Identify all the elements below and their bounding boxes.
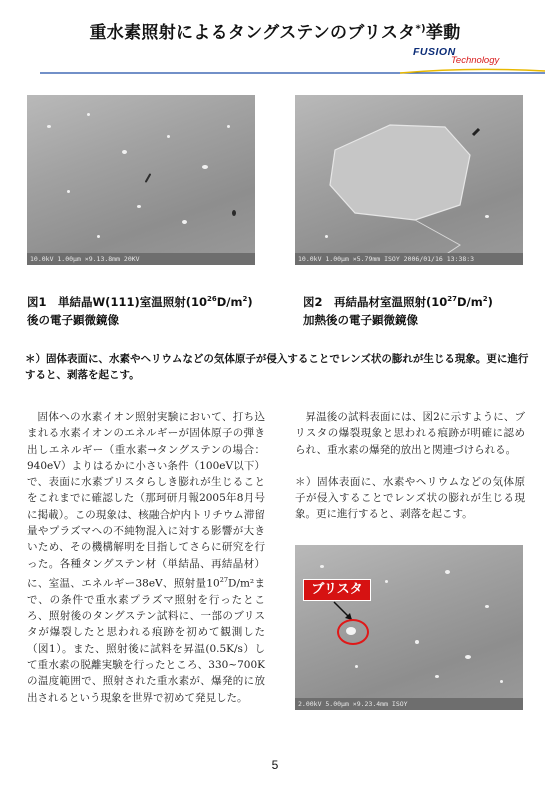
body-right-paragraph-1: 昇温後の試料表面には、図2に示すように、ブリスタの爆裂現象と思われる痕跡が明確に認められ、重水素の爆発的放出と関連づけられる。 [295,411,525,456]
body-left-part2: D/m²まで、の条件で重水素プラズマ照射を行ったところ、照射後のタングステン試料に、一部のブリスタが爆裂したと思われる痕跡を初めて観測した（図1）。また、照射後に試料を昇温(0.5K/s）して重水素の脱離実験を行ったところ、330~700Kの温度範囲で、照射された重水素が、爆発的に放出されるという現象を世界で初めて発見した。 [27,577,265,704]
figure-2-caption [303,290,543,329]
figure-2-caption-line2: 加熱後の電子顕微鏡像 [303,312,418,327]
figure-2-caption-line1: 図2 再結晶材室温照射$(10^{27}D/m^2)$ [303,294,493,309]
figure-1-info-bar: 10.0kV 1.00μm ×9.13.8mm 20KV [27,253,255,265]
title-sup: *) [415,23,426,35]
figure-2-micrograph [295,95,523,265]
fusion-technology-logo [395,43,545,71]
body-right-column [295,409,525,523]
figure-3-micrograph [295,545,523,710]
title-text: 重水素照射によるタングステンのブリスタ [89,23,416,43]
blister-label: ブリスタ [303,579,371,601]
figure-2-info-bar: 10.0kV 1.00μm ×5.79mm ISOY 2006/01/16 13:38:3 [295,253,523,265]
figure-1-micrograph [27,95,255,265]
blister-dot [346,627,356,635]
page-title [0,18,550,43]
footnote: ＊）固体表面に、水素やヘリウムなどの気体原子が侵入することでレンズ状の膨れが生じる現象。更に進行すると、剥落を起こす。 [25,353,529,381]
brand-technology: Technology [451,55,500,66]
figure-1-caption-line1: 図1 単結晶W(111)室温照射$(10^{26}D/m^2)$ [27,294,253,309]
body-left-part1: 固体への水素イオン照射実験において、打ち込まれる水素イオンのエネルギーが固体原子の弾き出しエネルギー（重水素→タングステンの場合：940eV）よりはるかに小さい条件（100eV以下）で、表面に水素ブリスタらしき膨れが生じることをこれまでに確認した（那珂研月報2005年8月号に掲載）。この現象は、核融合炉内トリチウム滞留量やプラズマへの不純物混入に対する影響が大きいため、その機構解明を目指してさらに研究を行った。各種タングステン材（単結晶、再結晶材）に、室温、エネルギー38eV、照射量10 [27,411,265,590]
figure-1-caption-line2: 後の電子顕微鏡像 [27,312,119,327]
body-left-sup: 27 [219,575,229,584]
figure-3-info-bar: 2.00kV 5.00μm ×9.23.4mm ISOY [295,698,523,710]
brand-fusion: FUSION [413,46,456,58]
body-left-column [27,409,265,706]
title-suffix: 挙動 [425,23,461,43]
figure-1-caption [27,290,287,329]
page-number: 5 [271,758,279,772]
body-right-paragraph-2: ＊）固体表面に、水素やヘリウムなどの気体原子が侵入することでレンズ状の膨れが生じる現象。更に進行すると、剥落を起こす。 [295,475,525,521]
